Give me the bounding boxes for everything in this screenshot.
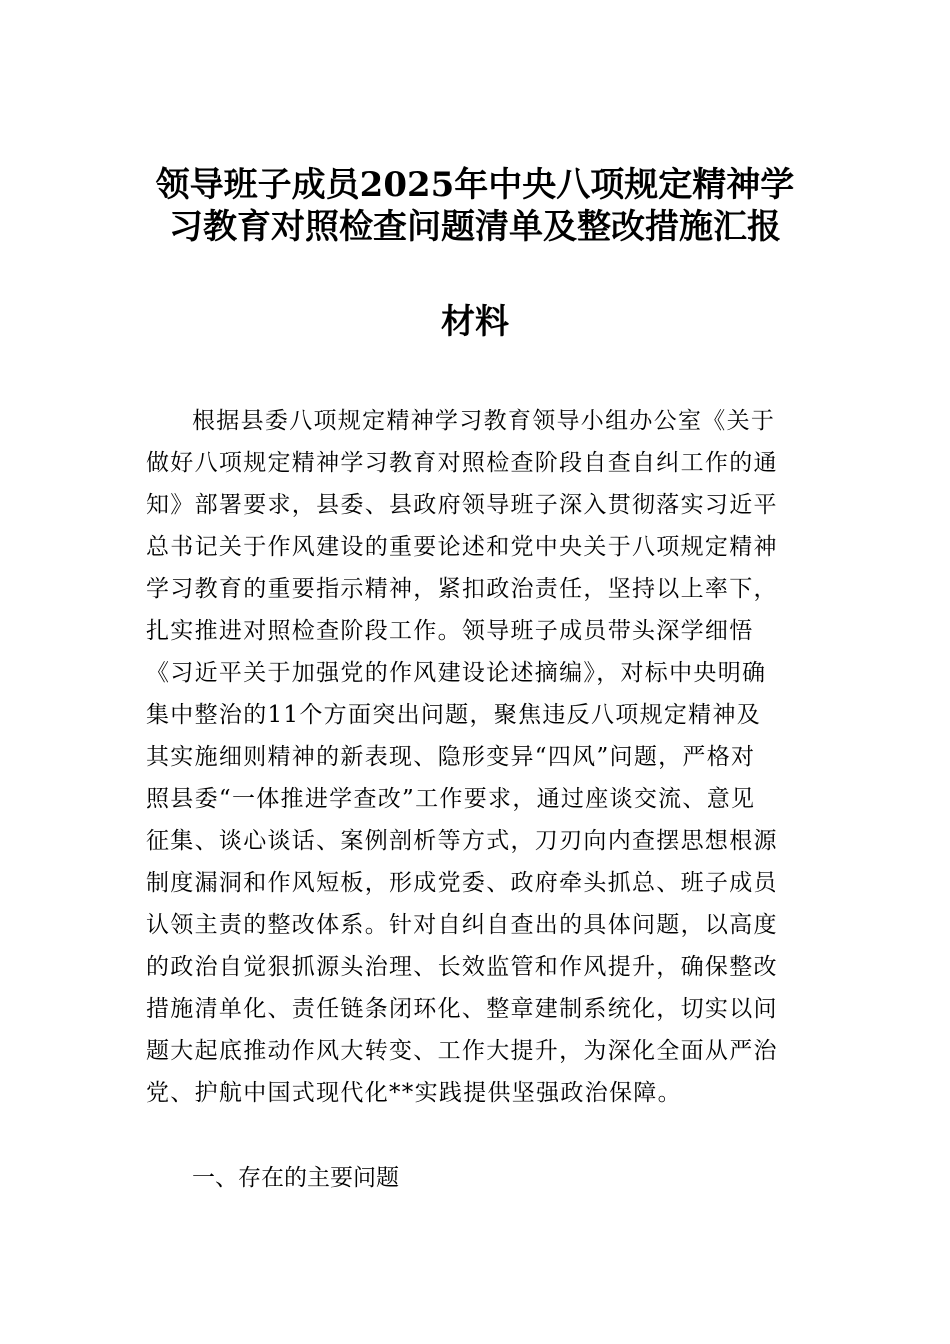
body-line: 的政治自觉狠抓源头治理、长效监管和作风提升，确保整改 — [146, 954, 778, 980]
body-line: 征集、谈心谈话、案例剖析等方式，刀刃向内查摆思想根源 — [146, 828, 778, 854]
body-line: 认领主责的整改体系。针对自纠自查出的具体问题，以高度 — [146, 912, 778, 938]
section-heading: 一、存在的主要问题 — [192, 1165, 399, 1191]
body-line: 做好八项规定精神学习教育对照检查阶段自查自纠工作的通 — [146, 450, 778, 476]
body-line: 学习教育的重要指示精神，紧扣政治责任，坚持以上率下， — [146, 576, 778, 602]
body-line: 措施清单化、责任链条闭环化、整章建制系统化，切实以问 — [146, 996, 778, 1022]
body-line: 总书记关于作风建设的重要论述和党中央关于八项规定精神 — [146, 534, 778, 560]
document-title-line-2: 习教育对照检查问题清单及整改措施汇报 — [169, 207, 781, 247]
document-title-line-1: 领导班子成员2025年中央八项规定精神学 — [155, 165, 795, 205]
body-line: 知》部署要求，县委、县政府领导班子深入贯彻落实习近平 — [146, 492, 778, 518]
body-line: 集中整治的11个方面突出问题，聚焦违反八项规定精神及 — [146, 702, 762, 728]
body-line: 扎实推进对照检查阶段工作。领导班子成员带头深学细悟 — [146, 618, 754, 644]
body-line: 党、护航中国式现代化**实践提供坚强政治保障。 — [146, 1080, 682, 1106]
body-line: 其实施细则精神的新表现、隐形变异“四风”问题，严格对 — [146, 744, 756, 770]
body-line: 题大起底推动作风大转变、工作大提升，为深化全面从严治 — [146, 1038, 778, 1064]
body-paragraph — [146, 400, 806, 1114]
body-line: 照县委“一体推进学查改”工作要求，通过座谈交流、意见 — [146, 786, 756, 812]
body-line: 《习近平关于加强党的作风建设论述摘编》，对标中央明确 — [146, 660, 767, 686]
body-line: 根据县委八项规定精神学习教育领导小组办公室《关于 — [192, 408, 776, 434]
body-line: 制度漏洞和作风短板，形成党委、政府牵头抓总、班子成员 — [146, 870, 778, 896]
document-title-line-3: 材料 — [441, 302, 509, 342]
